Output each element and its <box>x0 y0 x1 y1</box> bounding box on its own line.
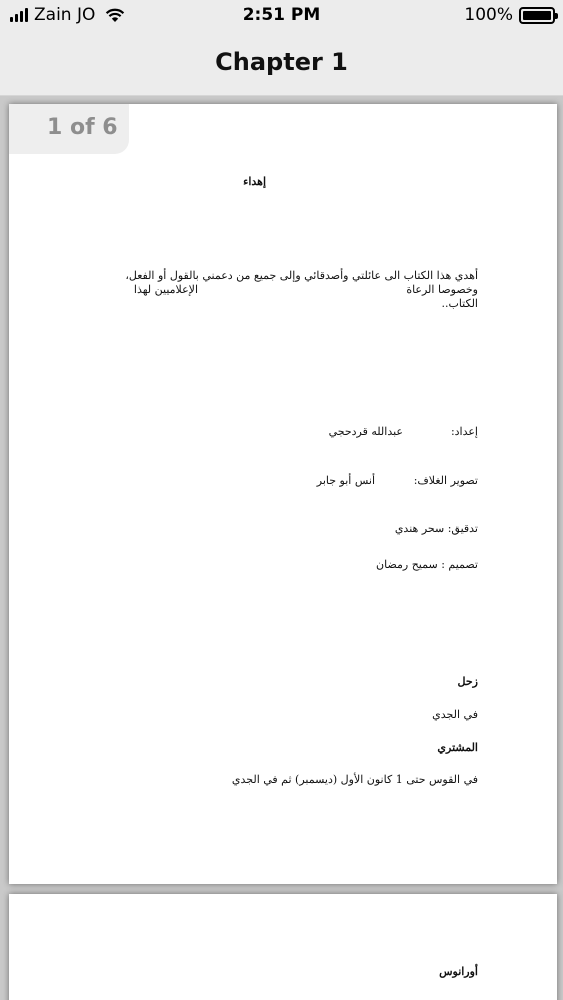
battery-fill <box>523 11 551 20</box>
prepared-label: إعداد: <box>450 425 478 438</box>
dedication-title: إهداء <box>243 175 266 188</box>
page-indicator-label: 1 of 6 <box>47 115 118 140</box>
battery-icon <box>519 7 555 24</box>
dedication-line-2b: الإعلاميين لهذا <box>133 283 198 296</box>
dedication-line-1: أهدي هذا الكتاب الى عائلتي وأصدقائي وإلى جميع من دعمني بالقول أو الفعل، <box>125 269 478 282</box>
page-indicator <box>9 104 129 154</box>
navigation-bar <box>0 32 563 96</box>
document-page-1[interactable] <box>9 104 557 884</box>
design-credit: تصميم : سميح رمضان <box>376 558 478 571</box>
battery-percent: 100% <box>464 5 513 25</box>
status-bar <box>0 0 563 32</box>
carrier-name: Zain JO <box>34 5 96 25</box>
jupiter-text: في القوس حتى 1 كانون الأول (ديسمبر) ثم في الجدي <box>231 773 478 786</box>
review-credit: تدقيق: سحر هندي <box>394 522 478 535</box>
saturn-sign: في الجدي <box>432 708 478 721</box>
dedication-line-2a: وخصوصا الرعاة <box>406 283 478 296</box>
cover-photo-value: أنس أبو جابر <box>316 474 375 487</box>
cover-photo-label: تصوير الغلاف: <box>413 474 478 487</box>
chapter-title: Chapter 1 <box>215 48 348 76</box>
saturn-heading: زحل <box>457 675 478 688</box>
uranus-heading: أورانوس <box>439 965 478 978</box>
status-right <box>464 5 555 25</box>
document-page-2[interactable] <box>9 894 557 1000</box>
status-time: 2:51 PM <box>242 5 321 25</box>
prepared-value: عبدالله قردحجي <box>328 425 403 438</box>
dedication-line-3: الكتاب.. <box>441 297 478 310</box>
jupiter-heading: المشتري <box>437 741 478 754</box>
